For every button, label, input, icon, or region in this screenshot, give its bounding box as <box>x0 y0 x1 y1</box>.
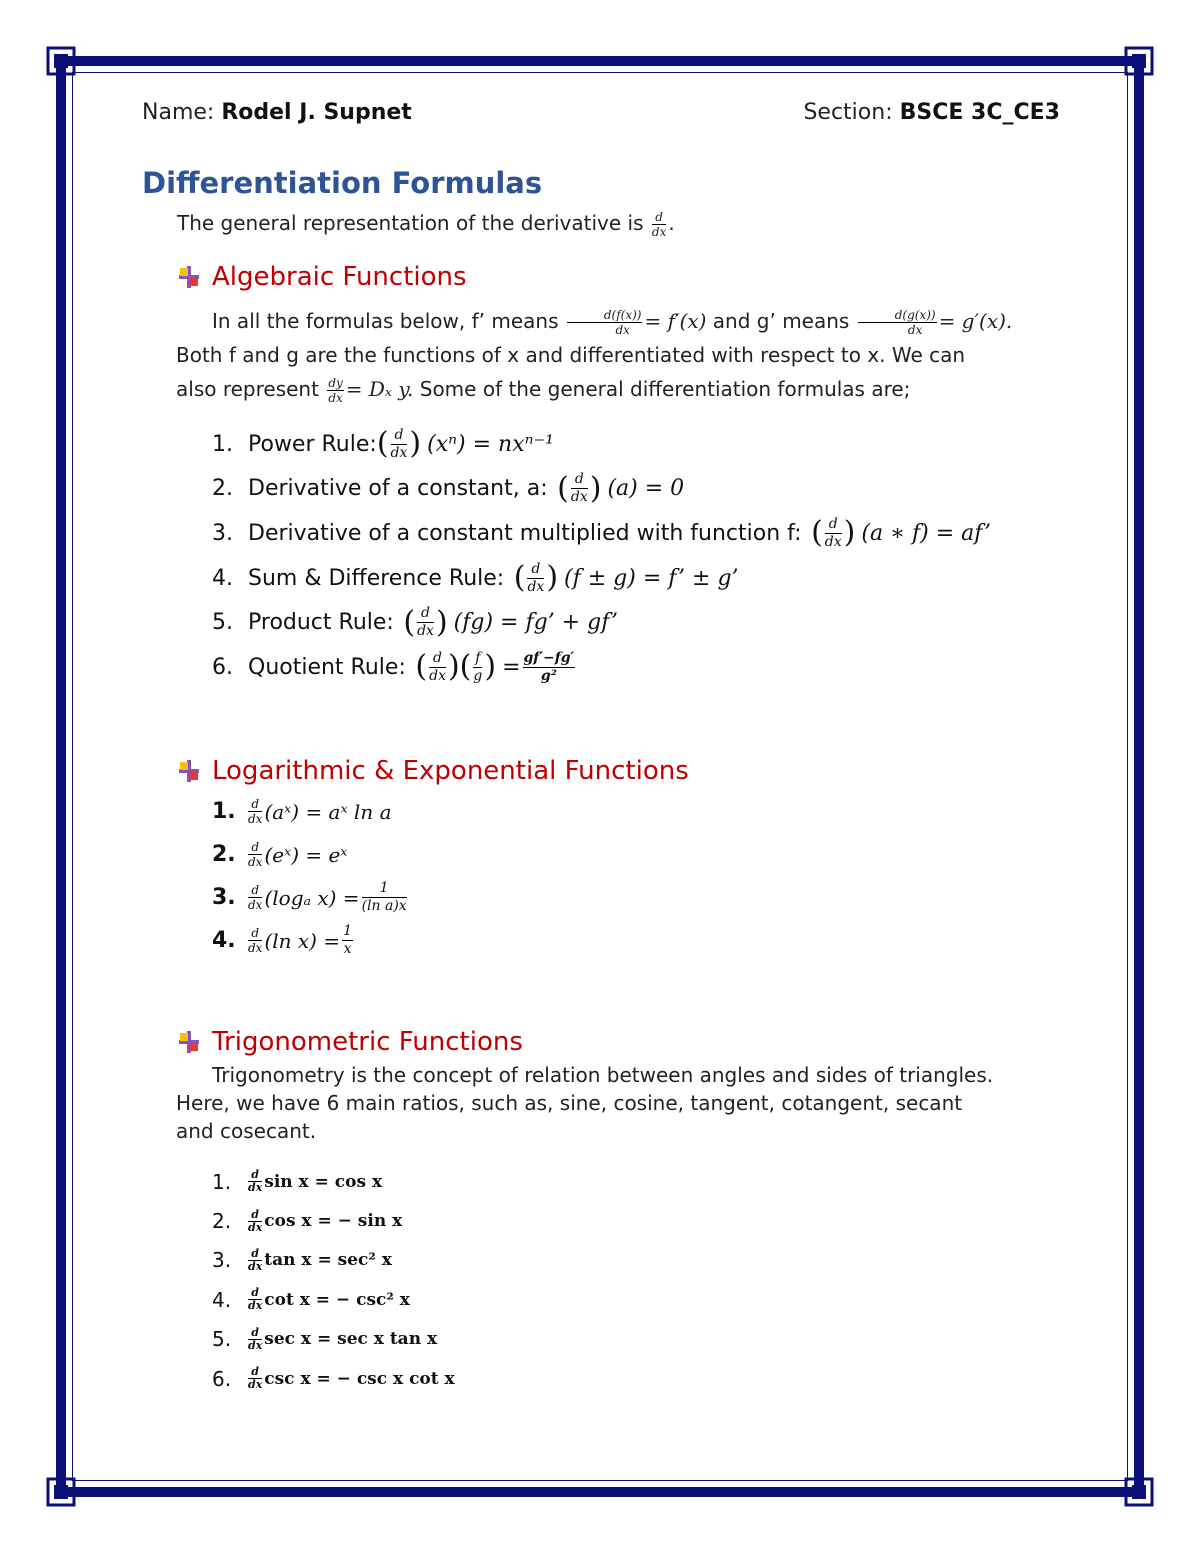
corner-ornament-icon <box>1124 1477 1154 1507</box>
intro-text: The general representation of the derivative is $\frac{d}{dx}$ . <box>177 210 675 239</box>
name-label: Name: <box>142 100 215 125</box>
section-heading-algebraic <box>176 262 467 292</box>
algebraic-paragraph-line3: also represent $\frac{dy}{dx}$ = Dₓ y. Some of the general differentiation formulas are; <box>176 376 911 405</box>
section-heading-logarithmic <box>176 756 689 786</box>
section-heading-text: Trigonometric Functions <box>212 1027 523 1057</box>
trigonometric-rules-list <box>212 1162 455 1398</box>
trig-paragraph-line2: Here, we have 6 main ratios, such as, sine, cosine, tangent, cotangent, secant <box>176 1091 963 1115</box>
pushpin-bullet-icon <box>176 1029 202 1055</box>
header <box>142 100 1060 130</box>
list-item: 4. Sum & Difference Rule: ( $\frac{d}{dx}$ ) (f ± g) = f’ ± g’ <box>212 560 739 596</box>
list-item: 1. $\frac{d}{dx}$ (aˣ) = aˣ ln a <box>212 797 392 826</box>
student-section <box>803 100 1060 125</box>
section-heading-text: Algebraic Functions <box>212 262 467 292</box>
list-item: 3. $\frac{d}{dx}$ tan x = sec² x <box>212 1246 392 1273</box>
derivative-operator: $\frac{d}{dx}$ <box>651 210 667 239</box>
corner-ornament-icon <box>46 46 76 76</box>
trig-paragraph-line3: and cosecant. <box>176 1119 317 1143</box>
list-item: 6. Quotient Rule: ( $\frac{d}{dx}$ )( $\frac{f}{g}$ ) = $\frac{gf'-fg'}{\text{g²}}$ <box>212 649 575 685</box>
list-item: 2. Derivative of a constant, a: ( $\frac{d}{dx}$ ) (a) = 0 <box>212 470 685 506</box>
section-heading-text: Logarithmic & Exponential Functions <box>212 756 689 786</box>
name-value: Rodel J. Supnet <box>221 100 412 125</box>
trig-paragraph-line1: Trigonometry is the concept of relation between angles and sides of triangles. <box>212 1063 994 1087</box>
pushpin-bullet-icon <box>176 264 202 290</box>
section-value: BSCE 3C_CE3 <box>899 100 1060 125</box>
list-item: 1. $\frac{d}{dx}$ sin x = cos x <box>212 1168 383 1195</box>
list-item: 2. $\frac{d}{dx}$ cos x = − sin x <box>212 1207 403 1234</box>
student-name <box>142 100 412 125</box>
list-item: 6. $\frac{d}{dx}$ csc x = − csc x cot x <box>212 1365 455 1392</box>
algebraic-paragraph-line1: In all the formulas below, f’ means $\frac{d(f(x))}{dx}$ = f′(x) and g’ means $\frac{d(g(x))}{dx}$ = g′(x). <box>212 308 1013 337</box>
section-label: Section: <box>803 100 893 125</box>
list-item: 3. Derivative of a constant multiplied with function f: ( $\frac{d}{dx}$ ) (a ∗ f) = af’ <box>212 515 992 551</box>
algebraic-rules-list <box>212 422 991 690</box>
intro-sentence: The general representation of the derivative is <box>177 211 644 235</box>
list-item: 5. Product Rule: ( $\frac{d}{dx}$ ) (fg) = fg’ + gf’ <box>212 604 618 640</box>
page-title: Differentiation Formulas <box>142 166 543 200</box>
list-item: 2. $\frac{d}{dx}$ (eˣ) = eˣ <box>212 840 348 869</box>
list-item: 1. Power Rule: ( $\frac{d}{dx}$ ) (xⁿ) = nxⁿ⁻¹ <box>212 426 554 462</box>
corner-ornament-icon <box>1124 46 1154 76</box>
logarithmic-rules-list <box>212 790 409 962</box>
pushpin-bullet-icon <box>176 758 202 784</box>
algebraic-paragraph-line2: Both f and g are the functions of x and differentiated with respect to x. We can <box>176 343 966 367</box>
list-item: 4. $\frac{d}{dx}$ (ln x) = $\frac{1}{x}$ <box>212 923 353 957</box>
list-item: 3. $\frac{d}{dx}$ (logₐ x) = $\frac{1}{\text{(ln a)x}}$ <box>212 880 407 914</box>
section-heading-trigonometric <box>176 1027 523 1057</box>
list-item: 5. $\frac{d}{dx}$ sec x = sec x tan x <box>212 1325 438 1352</box>
corner-ornament-icon <box>46 1477 76 1507</box>
list-item: 4. $\frac{d}{dx}$ cot x = − csc² x <box>212 1286 410 1313</box>
